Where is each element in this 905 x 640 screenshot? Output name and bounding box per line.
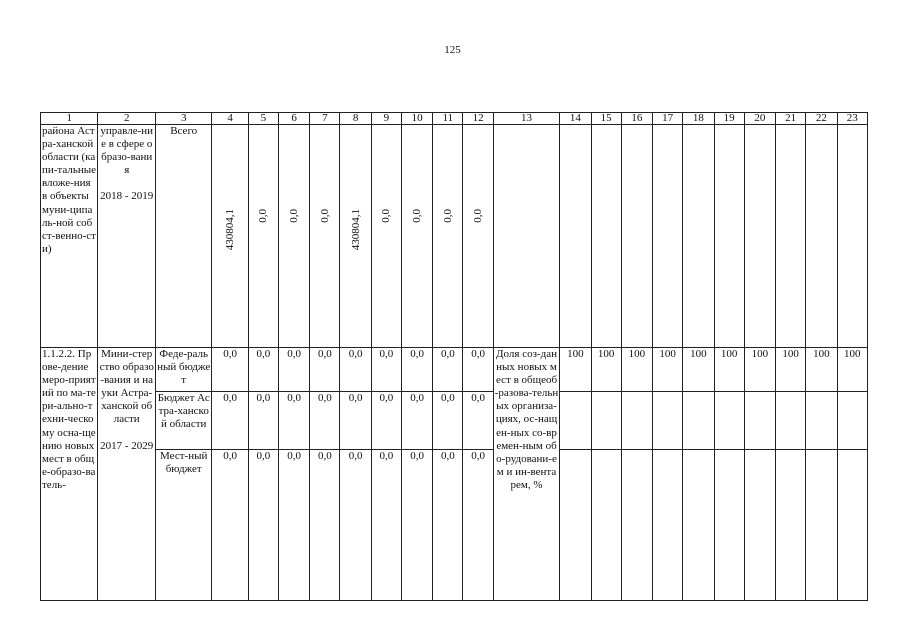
col-num: 14 <box>560 113 591 125</box>
target-cell <box>714 450 744 601</box>
value-cell: 0,0 <box>371 348 401 392</box>
col-num: 6 <box>278 113 309 125</box>
value-cell: 0,0 <box>401 450 432 601</box>
executor-cell <box>98 125 155 348</box>
col-num: 18 <box>683 113 714 125</box>
target-cell <box>653 392 683 450</box>
table-row <box>41 450 868 601</box>
col-num: 12 <box>463 113 493 125</box>
target-cell <box>560 450 591 601</box>
value-cell: 0,0 <box>371 450 401 601</box>
target-cell <box>591 450 621 601</box>
value-cell: 0,0 <box>371 392 401 450</box>
value-cell: 0,0 <box>248 392 278 450</box>
column-numbers-row <box>41 113 868 125</box>
target-cell <box>837 392 867 450</box>
col-num: 1 <box>41 113 98 125</box>
col-num: 22 <box>806 113 837 125</box>
target-cell <box>744 450 775 601</box>
col-num: 19 <box>714 113 744 125</box>
col-num: 10 <box>401 113 432 125</box>
value-cell: 0,0 <box>463 392 493 450</box>
target-cell <box>683 450 714 601</box>
activity-name-cell: района Астра-ханской области (капи-тальные вложе-ния в объекты муни-ципаль-ной собст-веннo-сти) <box>41 125 98 348</box>
value-cell: 0,0 <box>463 348 493 392</box>
target-cell <box>683 125 714 348</box>
value-cell: 0,0 <box>310 450 340 601</box>
target-cell: 100 <box>776 348 806 392</box>
value-cell: 0,0 <box>248 450 278 601</box>
target-cell <box>776 450 806 601</box>
source-cell: Бюджет Астра-ханской области <box>155 392 211 450</box>
executor-text: Мини-стерство образо-вания и науки Астра-ханской области <box>99 348 154 426</box>
value-cell: 0,0 <box>433 348 463 392</box>
period-text: 2017 - 2029 <box>100 439 154 452</box>
value-cell: 0,0 <box>278 392 309 450</box>
target-cell: 100 <box>653 348 683 392</box>
target-cell <box>653 450 683 601</box>
col-num: 11 <box>433 113 463 125</box>
col-num: 16 <box>621 113 652 125</box>
target-cell: 100 <box>591 348 621 392</box>
value-cell: 0,0 <box>318 209 331 223</box>
target-cell <box>653 125 683 348</box>
value-cell: 0,0 <box>340 450 371 601</box>
target-cell: 100 <box>837 348 867 392</box>
col-num: 3 <box>155 113 211 125</box>
value-cell: 0,0 <box>310 348 340 392</box>
source-cell: Всего <box>155 125 211 348</box>
value-cell: 0,0 <box>463 450 493 601</box>
target-cell: 100 <box>560 348 591 392</box>
value-cell: 0,0 <box>401 348 432 392</box>
indicator-cell: Доля соз-данных новых мест в общеоб-разова-тельных организа-циях, ос-нащен-ных со-времен-ным обо-рудовани-ем и ин-вентарем, % <box>493 348 560 601</box>
target-cell <box>621 392 652 450</box>
source-cell: Мест-ный бюджет <box>155 450 211 601</box>
table-row <box>41 348 868 392</box>
value-cell: 430804,1 <box>349 209 362 251</box>
target-cell: 100 <box>714 348 744 392</box>
target-cell: 100 <box>683 348 714 392</box>
col-num: 23 <box>837 113 867 125</box>
value-cell: 0,0 <box>340 392 371 450</box>
target-cell: 100 <box>806 348 837 392</box>
value-cell: 0,0 <box>248 348 278 392</box>
value-cell: 0,0 <box>472 209 485 223</box>
executor-text: управле-ние в сфере образо-вания <box>100 125 154 177</box>
value-cell: 0,0 <box>212 392 248 450</box>
target-cell <box>714 392 744 450</box>
col-num: 4 <box>212 113 248 125</box>
value-cell: 0,0 <box>310 392 340 450</box>
target-cell <box>621 125 652 348</box>
value-cell: 0,0 <box>433 392 463 450</box>
executor-cell <box>98 348 155 601</box>
col-num: 13 <box>493 113 560 125</box>
value-cell: 0,0 <box>411 209 424 223</box>
target-cell <box>806 450 837 601</box>
value-cell: 0,0 <box>257 209 270 223</box>
activity-name-cell: 1.1.2.2. Прове-дение меро-приятий по ма-тери-ально-техни-ческому осна-щению новых мест в обще-образо-ватель- <box>41 348 98 601</box>
target-cell: 100 <box>621 348 652 392</box>
period-text: 2018 - 2019 <box>100 190 154 203</box>
value-cell: 0,0 <box>340 348 371 392</box>
target-cell <box>776 392 806 450</box>
col-num: 8 <box>340 113 371 125</box>
target-cell <box>776 125 806 348</box>
target-cell <box>591 392 621 450</box>
target-cell <box>837 125 867 348</box>
indicator-cell <box>493 125 560 348</box>
target-cell <box>560 125 591 348</box>
target-cell: 100 <box>744 348 775 392</box>
col-num: 20 <box>744 113 775 125</box>
col-num: 15 <box>591 113 621 125</box>
target-cell <box>806 392 837 450</box>
target-cell <box>837 450 867 601</box>
page-number: 125 <box>444 44 461 56</box>
target-cell <box>683 392 714 450</box>
value-cell: 0,0 <box>212 348 248 392</box>
value-cell: 0,0 <box>212 450 248 601</box>
target-cell <box>621 450 652 601</box>
value-cell: 430804,1 <box>224 209 237 251</box>
target-cell <box>744 125 775 348</box>
value-cell: 0,0 <box>278 348 309 392</box>
target-cell <box>806 125 837 348</box>
value-cell: 0,0 <box>380 209 393 223</box>
target-cell <box>744 392 775 450</box>
value-cell: 0,0 <box>401 392 432 450</box>
col-num: 21 <box>776 113 806 125</box>
target-cell <box>560 392 591 450</box>
value-cell: 0,0 <box>441 209 454 223</box>
budget-table <box>40 112 868 601</box>
col-num: 7 <box>310 113 340 125</box>
source-cell: Феде-ральный бюджет <box>155 348 211 392</box>
table-row <box>41 392 868 450</box>
target-cell <box>714 125 744 348</box>
value-cell: 0,0 <box>433 450 463 601</box>
table-row <box>41 125 868 348</box>
col-num: 9 <box>371 113 401 125</box>
col-num: 2 <box>98 113 155 125</box>
value-cell: 0,0 <box>278 450 309 601</box>
col-num: 17 <box>653 113 683 125</box>
col-num: 5 <box>248 113 278 125</box>
target-cell <box>591 125 621 348</box>
value-cell: 0,0 <box>288 209 301 223</box>
